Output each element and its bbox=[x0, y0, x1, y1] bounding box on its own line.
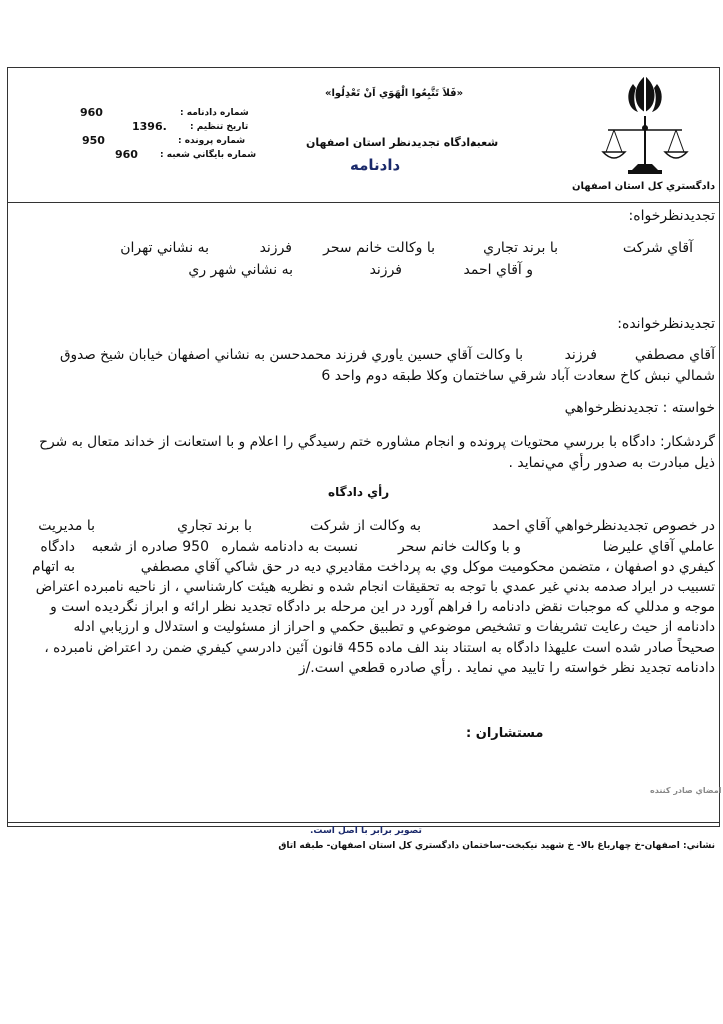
advisors-label: مستشاران : bbox=[466, 726, 544, 741]
verdict-line2-seg5: دادگاه bbox=[40, 539, 75, 555]
court-name: دادگاه تجديدنظر استان اصفهان bbox=[306, 136, 476, 149]
appellant-line1-seg2: با برند تجاري bbox=[483, 240, 558, 256]
verdict-line1-seg1: در خصوص تجديدنظرخواهي آقاي احمد bbox=[491, 518, 715, 534]
appellant-line1-seg1: آقاي شركت bbox=[622, 240, 693, 256]
footer-divider bbox=[7, 822, 720, 823]
respondent-heading: تجديدنظرخوانده: bbox=[617, 316, 715, 332]
appellant-heading: تجديدنظرخواه: bbox=[628, 208, 715, 224]
request-line: خواسته : تجديدنظرخواهي bbox=[564, 400, 715, 416]
verdict-line4: تسبيب در ايراد صدمه بدني غير عمدي با توجه به تحقيقات انجام شده و نظريه هيئت كارشناسي ، از ناحيه نامبرده اعتراض bbox=[35, 579, 715, 595]
copy-note: تصوير برابر با اصل است. bbox=[310, 826, 422, 836]
verdict-line2-seg2: و با وكالت خانم سحر bbox=[397, 539, 521, 555]
meta-value-issue-date: 1396. bbox=[132, 120, 167, 133]
respondent-line1-seg1: آقاي مصطفي bbox=[634, 347, 715, 363]
verdict-line1-seg4: با مديريت bbox=[38, 518, 95, 534]
verdict-line6: دادنامه از حيث رعايت تشريفات و تشخيص موضوعي و تطبيق حكمي و احراز از مسئوليت و استدلال و ارزيابي ادله bbox=[73, 619, 715, 635]
report-line2: ذيل مبادرت به صدور رأي مي‌نمايد . bbox=[508, 455, 715, 471]
verdict-line5: موجه و مدللي كه موجبات نقض دادنامه را فراهم آورد در اين مرحله بر دادگاه تجديد نظر ارائه و ابراز نگرديده است و bbox=[50, 599, 715, 615]
verdict-line3-seg1: كيفري دو اصفهان ، متضمن محكوميت موكل وي به پرداخت مقاديري ديه در حق شاكي آقاي مصطفي bbox=[140, 559, 715, 575]
verdict-line2-seg1: عاملي آقاي عليرضا bbox=[602, 539, 715, 555]
appellant-line1-seg3: با وكالت خانم سحر bbox=[323, 240, 435, 256]
verdict-line7: صحيحاً صادر شده است عليهذا دادگاه به استناد بند الف ماده 455 قانون آئين دادرسي كيفري ضمن رد اعتراض نامبرده ، bbox=[44, 640, 715, 656]
signature-label: امضاي صادر كننده bbox=[650, 786, 722, 795]
appellant-line1-seg5: به نشاني تهران bbox=[120, 240, 209, 256]
emblem-caption: دادگستري كل استان اصفهان bbox=[572, 181, 716, 192]
verdict-line2-seg3: نسبت به دادنامه شماره bbox=[221, 539, 358, 555]
header-divider bbox=[7, 202, 720, 203]
report-line1: گردشكار: دادگاه با بررسي محتويات پرونده و انجام مشاوره ختم رسيدگي را اعلام و با استعانت از خداند متعال به شرح bbox=[39, 434, 715, 450]
verdict-heading: رأي دادگاه bbox=[328, 485, 390, 499]
branch-label: شعبه bbox=[470, 136, 499, 149]
meta-value-verdict-number: 960 bbox=[80, 106, 103, 119]
appellant-line2-seg2: فرزند bbox=[369, 262, 402, 278]
document-title: دادنامه bbox=[350, 156, 401, 174]
meta-value-case-number: 950 bbox=[82, 134, 105, 147]
meta-value-archive-number: 960 bbox=[115, 148, 138, 161]
verdict-line1-seg3: با برند تجاري bbox=[177, 518, 252, 534]
meta-label-case-number: شماره پرونده : bbox=[178, 136, 246, 146]
verse-text: «فَلاَ تَتَّبِعُوا الْهَوَي اَنْ تَعْدِلُوا» bbox=[325, 88, 464, 99]
iran-emblem-icon bbox=[600, 72, 690, 180]
verdict-line3-seg2: به اتهام bbox=[31, 559, 75, 575]
verdict-line8: دادنامه تجديد نظر خواسته را تاييد مي نمايد . رأي صادره قطعي است./ز bbox=[298, 660, 715, 676]
appellant-line1-seg4: فرزند bbox=[259, 240, 292, 256]
respondent-line2: شمالي نبش كاخ سعادت آباد شرقي ساختمان وكلا طبقه دوم واحد 6 bbox=[321, 368, 715, 384]
respondent-line1-seg2: فرزند bbox=[564, 347, 597, 363]
footer-address: نشاني: اصفهان-خ چهارباغ بالا- خ شهيد نيكبخت-ساختمان دادگستري كل استان اصفهان- طبقه اتاق bbox=[278, 841, 715, 851]
appellant-line2-seg1: و آقاي احمد bbox=[463, 262, 533, 278]
meta-label-archive-number: شماره بايگاني شعبه : bbox=[160, 150, 257, 160]
appellant-line2-seg3: به نشاني شهر ري bbox=[188, 262, 293, 278]
respondent-line1-seg3: با وكالت آقاي حسين ياوري فرزند محمدحسن به نشاني اصفهان خيابان شيخ صدوق bbox=[59, 347, 523, 363]
meta-label-verdict-number: شماره دادنامه : bbox=[180, 108, 249, 118]
verdict-line2-seg4: 950 صادره از شعبه bbox=[91, 539, 209, 555]
verdict-line1-seg2: به وكالت از شركت bbox=[310, 518, 421, 534]
meta-label-issue-date: تاريخ تنظيم : bbox=[190, 122, 249, 132]
